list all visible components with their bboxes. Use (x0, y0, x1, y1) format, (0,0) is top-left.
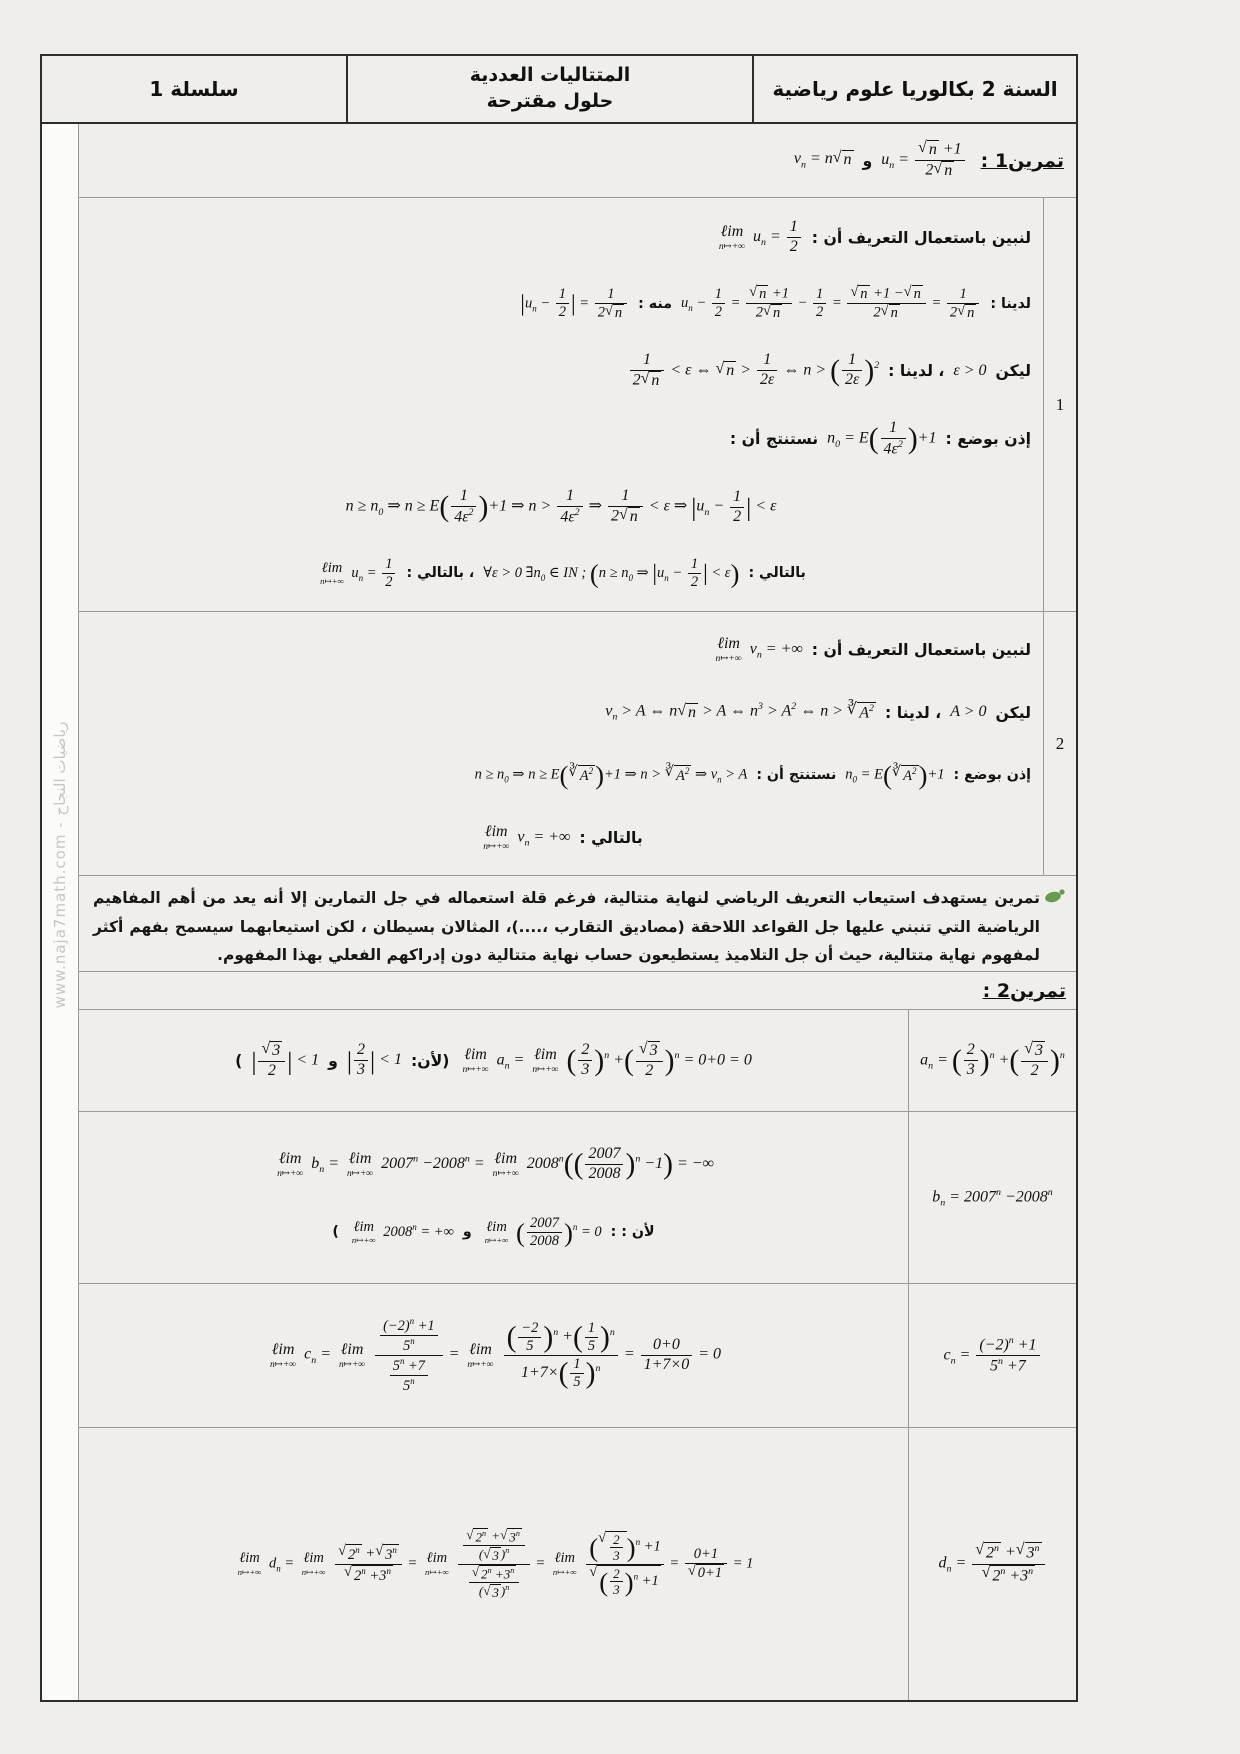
math-expression: 1 2 √ n < ε ⇔ √ n > $\frac{1}{2\varepsilon}$ ⇔ n > ( $\frac{1}{2\varepsilon}$ )$^2$ (628, 351, 880, 391)
solution-line (87, 1528, 900, 1601)
math-expression: ℓim n↦+∞ ( $\frac{2007}{2008}$ )$^n$ = 0 (484, 1214, 602, 1249)
math-expression: $n \ge n_0$ ⇒ n ≥ E( $\frac{1}{4\varepsilon^2}$ )+1 ⇒ n > $\frac{1}{4\varepsilon^2}$ ⇒ 1 2 √ n < ε ⇒ $|u_n$ − $\frac{1}{2}$ | < ε (345, 487, 777, 526)
exercise2-title: تمرين2 : (982, 979, 1066, 1002)
teacher-remark-box (79, 876, 1076, 972)
math-expression: ℓim n↦+∞ $a_n$ = ℓim n↦+∞ ( $\frac{2}{3}$ )$^n$ +( √ 3 2 )$^n$ = 0+0 = 0 (462, 1039, 752, 1079)
proof-line (91, 632, 1031, 666)
proof-line (91, 556, 1031, 591)
arabic-text: و (328, 1051, 338, 1070)
header-table (40, 54, 1078, 124)
arabic-text: و (462, 1224, 472, 1241)
proof-line (91, 487, 1031, 527)
proof-line (91, 758, 1031, 792)
math-expression: A > 0 (950, 703, 987, 721)
exercise1-title: تمرين1 : (980, 149, 1064, 172)
arabic-text: ، لدينا : (888, 361, 945, 381)
arabic-text: إذن بوضع : (945, 429, 1031, 449)
arabic-text: منه : (638, 295, 672, 312)
part2-number: 2 (1043, 612, 1076, 875)
part1-lines (79, 198, 1043, 611)
row-c-solution (79, 1284, 908, 1427)
arabic-text: ليكن (995, 702, 1031, 722)
proof-line (91, 285, 1031, 322)
math-expression: | $\frac{2}{3}$ | < 1 (346, 1041, 402, 1078)
arabic-text: لدينا : (990, 295, 1031, 312)
document-content (40, 54, 1078, 1702)
level-label: السنة 2 بكالوريا علوم رياضية (772, 76, 1058, 101)
exercise1-part2 (79, 612, 1076, 876)
header-series-cell (42, 56, 348, 122)
sequence-definition: $c_n$ = $\frac{(-2)^n +1}{5^n +7}$ (943, 1335, 1041, 1376)
proof-line (91, 351, 1031, 391)
math-expression: | √ 3 2 | < 1 (251, 1039, 320, 1079)
part1-number: 1 (1043, 198, 1076, 611)
arabic-text: ، لدينا : (884, 702, 942, 722)
document-title: المتتاليات العددية (469, 64, 631, 87)
exercise2-row-c (79, 1284, 1076, 1428)
math-expression: $n_0 = E$( $\frac{1}{4\varepsilon^2}$ )+1 (827, 418, 937, 458)
solution-line (87, 1316, 900, 1394)
remark-text: تمرين يستهدف استيعاب التعريف الرياضي لنهاية متتالية، فرغم قلة استعماله في جل التمارين إلا أنه يعد من أهم المفاهيم الرياضية التي تنبني عليها جل القواعد اللاحقة (مصاديق التقارب ،....)، المثالان بسيطان ، لكن استيعابهما سيسمح بفهم أكثر لمفهوم نهاية متتالية، حيث أن جل التلاميذ يستطيعون حساب نهاية متتالية دون إدراكهم الفعلي بهذا المفهوم. (93, 889, 1040, 965)
watermark-strip (42, 124, 79, 1700)
sequence-definition: $a_n$ = ( $\frac{2}{3}$ )$^n$ +( √ 3 2 )$^n$ (920, 1039, 1065, 1079)
math-expression: ∀ε > 0 $\exists n_0$ ∈ IN ; ($n \ge n_0$ ⇒ $|u_n$ − $\frac{1}{2}$ | < ε) (483, 555, 740, 590)
solution-line (87, 1215, 900, 1250)
proof-line (91, 695, 1031, 729)
math-expression: $u_n$ − $\frac{1}{2}$ = √ n +1 2 √ n − $\frac{1}{2}$ = √ n +1 − √ n 2 √ n = 1 2 √ n (681, 285, 981, 322)
arabic-text: ، بالتالي : (406, 565, 475, 582)
math-expression: ℓim n↦+∞ $u_n$ = $\frac{1}{2}$ (715, 218, 803, 257)
arabic-text: نستنتج أن : (756, 766, 837, 783)
exercise1-statement-row (79, 124, 1076, 198)
math-expression: ℓim n↦+∞ $2008^n$ = +∞ (351, 1218, 454, 1246)
body-box (40, 124, 1078, 1702)
math-expression: ℓim n↦+∞ $c_n$ = ℓim n↦+∞ $\frac{\frac{(-2)^n +1}{5^n}}{\frac{5^n +7}{5^n}}$ = ℓim n↦+∞ ( $\frac{-2}{5}$ )$^n$ +( $\frac{1}{5}$ )$^n$ 1+7×( $\frac{1}{5}$ )$^n$ = $\frac{0+0}{1+7\times 0}$ = 0 (269, 1316, 722, 1394)
exercise2-header (79, 972, 1076, 1010)
math-expression: ℓim n↦+∞ $d_n$ = ℓim n↦+∞ √ 2$^n$ + √ 3$^n$ √ $2^n +3^n$ = ℓim n↦+∞ √ 2$^n$ + √ 3$^n$ ( √ 3 )$^n$ √ $2^n +3^n$ ( √ 3 )$^n$ = ℓim n↦+∞ ( √ $\frac{2}{3}$ )$^n$ +1 √ ( $\frac{2}{3}$ )$^n$ +1 = 0+1 √ 0+1 = 1 (237, 1527, 754, 1600)
arabic-text: نستنتج أن : (729, 429, 819, 449)
math-expression: $n \ge n_0$ ⇒ n ≥ E( ∛ $A^2$ )+1 ⇒ n > ∛ $A^2$ ⇒ $v_n > A$ (474, 759, 748, 790)
math-expression: $v_n > A$ ⇔ n √ n > A ⇔ $n^3 > A^2$ ⇔ n > ∛ $A^2$ (605, 700, 874, 723)
document-subtitle: حلول مقترحة (486, 90, 614, 112)
math-expression: $v_n = n$ √ n (793, 149, 852, 171)
row-a-definition (908, 1010, 1076, 1111)
row-d-solution (79, 1428, 908, 1700)
exercise2-row-d (79, 1428, 1076, 1700)
arabic-text: إذن بوضع : (953, 766, 1031, 783)
row-b-solution (79, 1112, 908, 1283)
arabic-text: لنبين باستعمال التعريف أن : (811, 639, 1031, 659)
arabic-text: لنبين باستعمال التعريف أن : (811, 228, 1031, 248)
math-expression: ℓim n↦+∞ $b_n$ = ℓim n↦+∞ $2007^n -2008^n$ = ℓim n↦+∞ 2008$^n$(( $\frac{2007}{2008}$ )$^n$ −1) = −∞ (277, 1145, 714, 1182)
sequence-definition: $d_n$ = √ 2$^n$ + √ 3$^n$ √ $2^n +3^n$ (938, 1542, 1046, 1585)
math-expression: ℓim n↦+∞ $v_n$ = +∞ (715, 634, 803, 664)
arabic-text: ) (332, 1224, 339, 1241)
row-d-definition (908, 1428, 1076, 1700)
row-a-solution (79, 1010, 908, 1111)
arabic-text: ليكن (995, 361, 1031, 381)
row-b-definition (908, 1112, 1076, 1283)
math-expression: $|u_n$ − $\frac{1}{2}$ | = 1 2 √ n (520, 286, 629, 322)
proof-line (91, 218, 1031, 257)
part2-lines (79, 612, 1043, 875)
exercise1-statement (794, 140, 967, 181)
arabic-text: بالتالي : (748, 565, 806, 582)
math-expression: ε > 0 (953, 361, 987, 379)
proof-line (91, 821, 1031, 855)
header-title-cell (348, 56, 754, 122)
math-expression: $n_0 = E$( ∛ $A^2$ )+1 (845, 759, 945, 790)
exercise2-row-a (79, 1010, 1076, 1112)
watermark-text: www.naja7math.com - رياضيات النجاح (51, 721, 69, 1009)
math-expression: $u_n$ = √ n +1 2 √ n (881, 140, 966, 181)
series-label: سلسلة 1 (149, 76, 239, 101)
decorative-leaf-icon (1044, 888, 1066, 908)
arabic-text: لأن : : (610, 1224, 655, 1241)
header-level-cell (754, 56, 1076, 122)
row-c-definition (908, 1284, 1076, 1427)
arabic-text: و (862, 151, 873, 170)
solution-line (87, 1145, 900, 1184)
arabic-text: ) (235, 1051, 243, 1070)
solution-line (87, 1041, 900, 1081)
arabic-text: بالتالي : (579, 828, 643, 848)
exercise1-part1 (79, 198, 1076, 612)
main-column (79, 124, 1076, 1700)
sequence-definition: $b_n = 2007^n -2008^n$ (932, 1186, 1053, 1209)
math-expression: ℓim n↦+∞ $u_n$ = $\frac{1}{2}$ (316, 556, 397, 591)
math-expression: ℓim n↦+∞ $v_n$ = +∞ (483, 822, 571, 852)
exercise2-row-b (79, 1112, 1076, 1284)
proof-line (91, 419, 1031, 459)
arabic-text: (لأن: (410, 1051, 450, 1070)
